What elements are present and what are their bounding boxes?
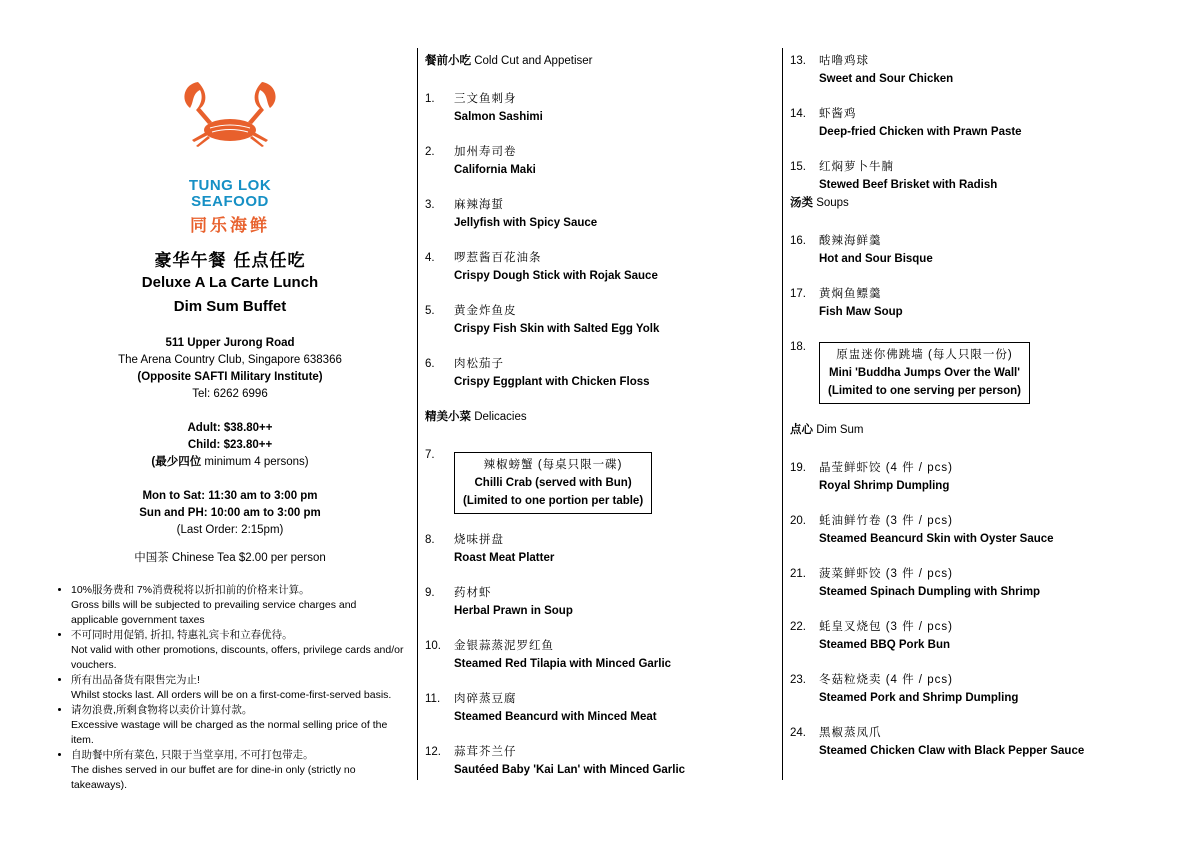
address-line3: (Opposite SAFTI Military Institute) xyxy=(137,371,323,383)
hours-sunday: Sun and PH: 10:00 am to 3:00 pm xyxy=(139,507,321,519)
opening-hours xyxy=(55,488,405,539)
column-divider-2 xyxy=(782,48,783,780)
adult-price: Adult: $38.80++ xyxy=(187,422,273,434)
last-order: (Last Order: 2:15pm) xyxy=(176,524,284,536)
menu-item: 17. 黄焖鱼鳔羹 Fish Maw Soup xyxy=(790,288,903,318)
menu-item: 14. 虾酱鸡 Deep-fried Chicken with Prawn Paste xyxy=(790,108,1022,138)
menu-item: 23. 冬菇粒烧卖 (4 件 / pcs) Steamed Pork and Shrimp Dumpling xyxy=(790,674,1019,704)
menu-item: 19. 晶莹鲜虾饺 (4 件 / pcs) Royal Shrimp Dumpling xyxy=(790,462,953,492)
menu-item: 15. 红焖萝卜牛腩 Stewed Beef Brisket with Radish xyxy=(790,161,998,191)
menu-column-3 xyxy=(790,52,1160,777)
menu-item: 12. 蒜茸芥兰仔 Sautéed Baby 'Kai Lan' with Minced Garlic xyxy=(425,746,686,776)
terms-item: • 10%服务费和 7%消费税将以折扣前的价格来计算。 Gross bills will be subjected to prevailing service charges and applicable government taxes xyxy=(71,583,405,628)
menu-item: 11. 肉碎蒸豆腐 Steamed Beancurd with Minced Meat xyxy=(425,693,657,723)
menu-item: 3. 麻辣海蜇 Jellyfish with Spicy Sauce xyxy=(425,199,598,229)
terms-item: • 不可同时用促销, 折扣, 特惠礼宾卡和立春优待。 Not valid with other promotions, discounts, offers, privilege cards and/or vouchers. xyxy=(71,628,405,673)
menu-item: 24. 黑椒蒸凤爪 Steamed Chicken Claw with Black Pepper Sauce xyxy=(790,727,1085,757)
brand-name-cn: 同乐海鲜 xyxy=(190,216,270,236)
terms-item: • 自助餐中所有菜色, 只限于当堂享用, 不可打包带走。 The dishes served in our buffet are for dine-in only (strictly no takeaways). xyxy=(71,748,405,793)
section-appetiser: 餐前小吃 Cold Cut and Appetiser xyxy=(425,55,593,67)
brand-name-line2: SEAFOOD xyxy=(191,193,269,210)
telephone: Tel: 6262 6996 xyxy=(192,388,268,400)
minimum-persons: (最少四位 minimum 4 persons) xyxy=(151,456,309,468)
menu-item-boxed: 7. 辣椒螃蟹 (每桌只限一碟) Chilli Crab (served with Bun) (Limited to one portion per table) xyxy=(425,446,775,514)
menu-item: 22. 蚝皇叉烧包 (3 件 / pcs) Steamed BBQ Pork Bun xyxy=(790,621,953,651)
section-dimsum: 点心 Dim Sum xyxy=(790,424,864,436)
menu-item: 10. 金银蒜蒸泥罗红鱼 Steamed Red Tilapia with Minced Garlic xyxy=(425,640,672,670)
menu-title-en-2: Dim Sum Buffet xyxy=(173,298,287,315)
menu-column-2 xyxy=(425,52,775,796)
brand-name-line1: TUNG LOK xyxy=(188,177,272,194)
chinese-tea-price: 中国茶 Chinese Tea $2.00 per person xyxy=(134,552,326,564)
terms-list xyxy=(55,583,405,793)
child-price: Child: $23.80++ xyxy=(187,439,273,451)
menu-item: 2. 加州寿司卷 California Maki xyxy=(425,146,536,176)
menu-item: 13. 咕噜鸡球 Sweet and Sour Chicken xyxy=(790,55,954,85)
menu-item: 9. 药材虾 Herbal Prawn in Soup xyxy=(425,587,573,617)
menu-item: 20. 蚝油鲜竹卷 (3 件 / pcs) Steamed Beancurd Skin with Oyster Sauce xyxy=(790,515,1054,545)
menu-item: 5. 黄金炸鱼皮 Crispy Fish Skin with Salted Egg Yolk xyxy=(425,305,660,335)
section-soups: 汤类 Soups xyxy=(790,197,849,209)
menu-item: 21. 菠菜鲜虾饺 (3 件 / pcs) Steamed Spinach Dumpling with Shrimp xyxy=(790,568,1041,598)
terms-item: • 请勿浪费,所剩食物将以卖价计算付款。 Excessive wastage will be charged as the normal selling price of the item. xyxy=(71,703,405,748)
address-line1: 511 Upper Jurong Road xyxy=(165,337,295,349)
terms-item: • 所有出品备货有限售完为止! Whilst stocks last. All orders will be on a first-come-first-served basis. xyxy=(71,673,405,703)
address xyxy=(55,335,405,403)
crab-logo-icon xyxy=(170,48,290,178)
menu-item: 1. 三文鱼刺身 Salmon Sashimi xyxy=(425,93,543,123)
address-line2: The Arena Country Club, Singapore 638366 xyxy=(118,354,342,366)
menu-item: 6. 肉松茄子 Crispy Eggplant with Chicken Floss xyxy=(425,358,650,388)
info-column xyxy=(55,48,405,793)
prices xyxy=(55,420,405,471)
brand-name xyxy=(55,178,405,210)
section-delicacies: 精美小菜 Delicacies xyxy=(425,411,527,423)
hours-weekday: Mon to Sat: 11:30 am to 3:00 pm xyxy=(142,490,318,502)
menu-title-cn: 豪华午餐 任点任吃 xyxy=(154,251,306,271)
column-divider-1 xyxy=(417,48,418,780)
menu-title-en-1: Deluxe A La Carte Lunch xyxy=(141,274,319,291)
menu-item: 4. 啰惹酱百花油条 Crispy Dough Stick with Rojak Sauce xyxy=(425,252,658,282)
menu-item-boxed: 18. 原盅迷你佛跳墙 (每人只限一份) Mini 'Buddha Jumps Over the Wall' (Limited to one serving per person) xyxy=(790,338,1160,404)
menu-item: 16. 酸辣海鲜羹 Hot and Sour Bisque xyxy=(790,235,933,265)
menu-item: 8. 烧味拼盘 Roast Meat Platter xyxy=(425,534,555,564)
